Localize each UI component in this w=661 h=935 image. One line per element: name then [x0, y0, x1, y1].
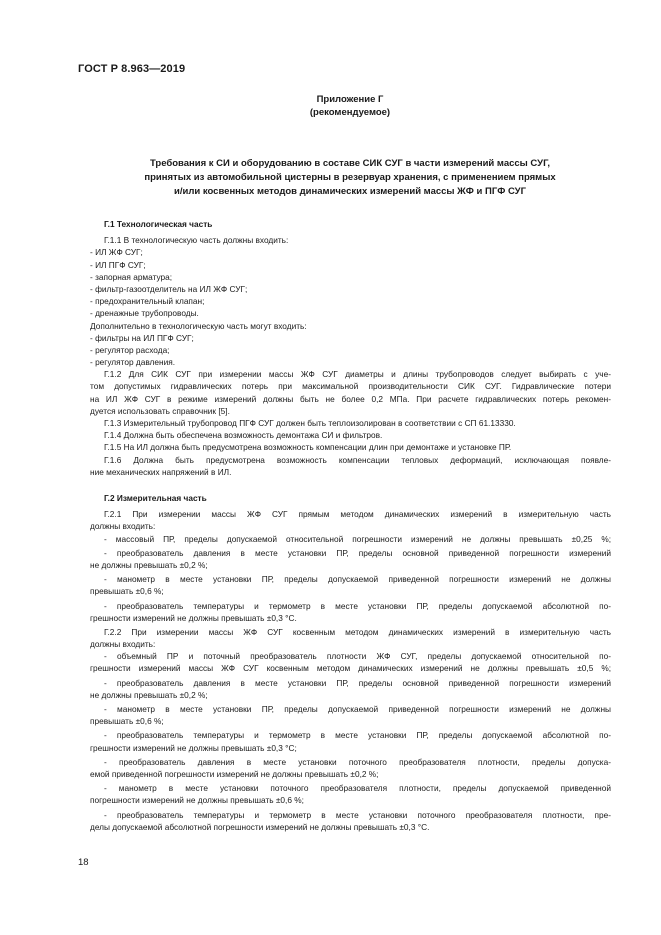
list-item-continuation: превышать ±0,6 %;	[90, 586, 164, 597]
paragraph-line: Г.1.2 Для СИК СУГ при измерении массы ЖФ СУГ диаметры и длины трубопроводов следует выбирать с уче-	[104, 369, 611, 380]
list-item: - предохранительный клапан;	[90, 296, 205, 307]
annex-title: Приложение Г	[316, 94, 384, 105]
list-item-continuation: не должны превышать ±0,2 %;	[90, 559, 208, 570]
list-item-continuation: грешности измерений массы ЖФ СУГ косвенным методом динамических измерений не должны превышать ±0,5 %;	[90, 663, 611, 674]
paragraph-line: Г.1.5 На ИЛ должна быть предусмотрена возможность компенсации длин при демонтаже и установке ПР.	[104, 442, 512, 453]
list-item: - фильтр-газоотделитель на ИЛ ЖФ СУГ;	[90, 283, 248, 294]
list-item-continuation: емой приведенной погрешности измерений не должны превышать ±0,2 %;	[90, 768, 379, 779]
list-item: - массовый ПР, пределы допускаемой относительной погрешности измерений не должны превышать ±0,25 %;	[104, 533, 611, 544]
paragraph-line: Г.1.1 В технологическую часть должны входить:	[104, 235, 289, 246]
page-number: 18	[78, 857, 89, 868]
list-item: - преобразователь температуры и термометр в месте установки ПР, пределы допускаемой абсолютной по-	[104, 730, 611, 741]
list-item-continuation: погрешности измерений не должны превышать ±0,6 %;	[90, 795, 304, 806]
list-item: - манометр в месте установки поточного преобразователя плотности, пределы допускаемой приведенной	[104, 783, 611, 794]
annex-heading-line: и/или косвенных методов динамических измерений массы ЖФ и ПГФ СУГ	[174, 186, 526, 197]
section-heading: Г.1 Технологическая часть	[104, 219, 213, 229]
list-item: - преобразователь давления в месте установки поточного преобразователя плотности, пределы допуска-	[104, 756, 611, 767]
annex-heading-line: принятых из автомобильной цистерны в резервуар хранения, с применением прямых	[144, 172, 556, 183]
paragraph-line: Г.1.3 Измерительный трубопровод ПГФ СУГ должен быть теплоизолирован в соответствии с СП 61.13330.	[104, 418, 516, 428]
section-measuring	[90, 492, 611, 833]
list-item: - объемный ПР и поточный преобразователь плотности ЖФ СУГ, пределы допускаемой относительной по-	[104, 651, 611, 662]
list-item-continuation: делы допускаемой абсолютной погрешности измерений не должны превышать ±0,3 °С.	[90, 821, 430, 832]
list-item: - регулятор давления.	[90, 357, 176, 368]
list-item: - фильтры на ИЛ ПГФ СУГ;	[90, 332, 194, 343]
paragraph-line: Г.2.1 При измерении массы ЖФ СУГ прямым методом динамических измерений в измерительную часть	[104, 509, 611, 520]
list-item: - регулятор расхода;	[90, 344, 170, 355]
list-item: - манометр в месте установки ПР, пределы допускаемой приведенной погрешности измерений не должны	[104, 574, 611, 585]
annex-status: (рекомендуемое)	[309, 107, 391, 118]
section-technological	[90, 218, 611, 478]
list-item-continuation: грешности измерений не должны превышать ±0,3 °С;	[90, 742, 297, 753]
list-item: - дренажные трубопроводы.	[90, 308, 199, 319]
paragraph-line: Г.1.4 Должна быть обеспечена возможность демонтажа СИ и фильтров.	[104, 430, 383, 441]
annex-heading	[90, 157, 610, 199]
paragraph-line: должны входить:	[90, 639, 156, 650]
paragraph-line: Г.1.6 Должна быть предусмотрена возможность компенсации тепловых деформаций, исключающая появле-	[104, 454, 611, 465]
list-item: - ИЛ ПГФ СУГ;	[90, 259, 146, 270]
paragraph-line: Г.2.2 При измерении массы ЖФ СУГ косвенным методом динамических измерений в измерительную часть	[104, 626, 611, 637]
standard-designation: ГОСТ Р 8.963—2019	[78, 63, 186, 75]
list-item-continuation: превышать ±0,6 %;	[90, 716, 164, 727]
list-item: - манометр в месте установки ПР, пределы допускаемой приведенной погрешности измерений не должны	[104, 704, 611, 714]
paragraph-line: том допустимых гидравлических потерь при максимальной производительности СИК СУГ. Гидравлические потери	[90, 381, 611, 392]
paragraph-line: на ИЛ ЖФ СУГ в режиме измерений должны быть не более 0,2 МПа. При расчете гидравлических потерь рекомен-	[90, 393, 611, 404]
paragraph-line: дуется использовать справочник [5].	[90, 405, 230, 416]
list-item: - преобразователь температуры и термометр в месте установки ПР, пределы допускаемой абсолютной по-	[104, 600, 611, 611]
list-item-continuation: не должны превышать ±0,2 %;	[90, 689, 208, 700]
list-item-continuation: грешности измерений не должны превышать ±0,3 °С.	[90, 612, 297, 623]
list-item: - запорная арматура;	[90, 271, 173, 282]
paragraph-line: ние механических напряжений в ИЛ.	[90, 466, 232, 477]
list-item: - ИЛ ЖФ СУГ;	[90, 247, 143, 258]
paragraph-line: Дополнительно в технологическую часть могут входить:	[90, 320, 307, 331]
paragraph-line: должны входить:	[90, 521, 156, 532]
list-item: - преобразователь температуры и термометр в месте установки поточного преобразователя плотности, пре-	[104, 809, 611, 820]
list-item: - преобразователь давления в месте установки ПР, пределы основной приведенной погрешности измерений	[104, 547, 611, 558]
annex-heading-line: Требования к СИ и оборудованию в составе СИК СУГ в части измерений массы СУГ,	[149, 158, 551, 169]
section-heading: Г.2 Измерительная часть	[104, 493, 207, 503]
list-item: - преобразователь давления в месте установки ПР, пределы основной приведенной погрешности измерений	[104, 677, 611, 688]
